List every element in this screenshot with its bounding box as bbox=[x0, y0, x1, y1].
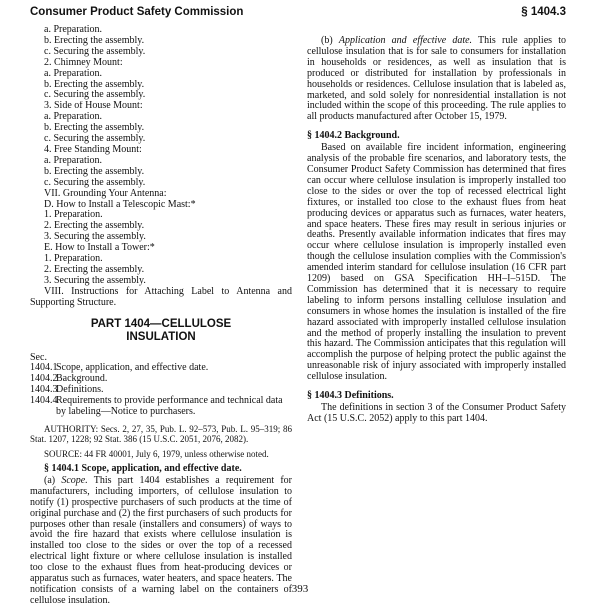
outline-item: b. Erecting the assembly. bbox=[44, 123, 145, 134]
outline-item: a. Preparation. bbox=[44, 68, 103, 79]
outline-item: 4. Free Standing Mount: bbox=[44, 144, 142, 155]
toc-entry-number: 1404.1 bbox=[30, 362, 58, 374]
para-a-title: Scope. bbox=[61, 474, 88, 486]
outline-item: c. Securing the assembly. bbox=[44, 177, 146, 188]
toc-entry-number: 1404.4 bbox=[30, 395, 58, 407]
outline-item: a. Preparation. bbox=[44, 155, 103, 166]
outline-item: c. Securing the assembly. bbox=[44, 134, 146, 145]
header-section: § 1404.3 bbox=[521, 6, 566, 18]
outline-item: a. Preparation. bbox=[44, 112, 103, 123]
outline-item: 1. Preparation. bbox=[44, 254, 103, 265]
toc-entry-title: Scope, application, and effective date. bbox=[56, 362, 209, 374]
toc-entry-number: 1404.3 bbox=[30, 384, 58, 396]
outline-item: c. Securing the assembly. bbox=[44, 90, 146, 101]
outline-item: c. Securing the assembly. bbox=[44, 46, 146, 57]
toc-entry-title: Background. bbox=[56, 373, 108, 385]
section-1404-3-text: The definitions in section 3 of the Consumer Product Safety Act (15 U.S.C. 2052) apply to this part 1404. bbox=[307, 402, 566, 424]
outline-item: 1. Preparation. bbox=[44, 210, 103, 221]
authority-note: AUTHORITY: Secs. 2, 27, 35, Pub. L. 92–573, Pub. L. 95–319; 86 Stat. 1207, 1228; 92 Stat. 386 (15 U.S.C. 2051, 2076, 2082). bbox=[30, 424, 292, 444]
outline-final-item: VIII. Instructions for Attaching Label to Antenna and Supporting Structure. bbox=[30, 285, 292, 308]
page-number: 393 bbox=[291, 583, 309, 595]
para-a-text: This part 1404 establishes a requirement for manufacturers, including importers, of cellulose insulation to notify (1) prospective purchasers of such products at the time of original purchase and (2) the first purchasers of such products for purposes other than resale (installers and consumers) of ways to avoid the fire hazard that exists where cellulose insulation is installed too close to the sides or over the top of a recessed electrical light fixture or where cellulose insulation is installed too close to the exhaust flues from heat-producing devices or apparatus such as furnaces, water heaters, and space heaters. The notification consists of a warning label on the containers of cellulose insulation. bbox=[30, 474, 293, 606]
para-a-label: (a) bbox=[44, 474, 56, 486]
outline-item: 3. Securing the assembly. bbox=[44, 275, 146, 286]
right-column bbox=[307, 25, 566, 425]
toc-entry bbox=[30, 396, 292, 418]
outline-item: 2. Chimney Mount: bbox=[44, 57, 123, 68]
outline-item: VII. Grounding Your Antenna: bbox=[44, 188, 167, 199]
outline-item: b. Erecting the assembly. bbox=[44, 79, 145, 90]
toc-entry-title: Definitions. bbox=[56, 384, 104, 396]
outline-item: a. Preparation. bbox=[44, 25, 103, 35]
section-1404-3-heading: § 1404.3 Definitions. bbox=[307, 390, 394, 402]
outline-item: E. How to Install a Tower:* bbox=[44, 243, 155, 254]
part-title bbox=[30, 318, 292, 344]
outline-item: 3. Securing the assembly. bbox=[44, 232, 146, 243]
para-b-title: Application and effective date. bbox=[338, 35, 473, 46]
outline-item: D. How to Install a Telescopic Mast:* bbox=[44, 199, 196, 210]
outline-item: 2. Erecting the assembly. bbox=[44, 264, 145, 275]
toc-entry-number: 1404.2 bbox=[30, 373, 58, 385]
section-1404-1-heading: § 1404.1 Scope, application, and effective date. bbox=[44, 463, 242, 474]
para-b-text: This rule applies to cellulose insulation that is for sale to consumers for installation in households or residences, as well as insulation that is produced or distributed for installation by professionals in households or residences. Cellulose insulation that is labeled as, marketed, and sold solely for nonresidential installation is not included within the scope of this proceeding. The rule applies to all products manufactured after October 15, 1979. bbox=[307, 35, 566, 123]
outline-item: 3. Side of House Mount: bbox=[44, 101, 143, 112]
section-1404-1-para-b bbox=[307, 36, 566, 123]
table-of-contents bbox=[30, 363, 292, 418]
left-column bbox=[30, 25, 292, 607]
toc-entry-title: Requirements to provide performance and technical data by labeling—Notice to purchasers. bbox=[56, 395, 283, 418]
outline-list bbox=[30, 25, 292, 287]
para-b-label: (b) bbox=[321, 35, 333, 46]
source-note: SOURCE: 44 FR 40001, July 6, 1979, unless otherwise noted. bbox=[44, 449, 269, 459]
toc-label: Sec. bbox=[30, 351, 47, 363]
outline-item: 2. Erecting the assembly. bbox=[44, 221, 145, 232]
running-header bbox=[30, 6, 566, 20]
section-1404-2-heading: § 1404.2 Background. bbox=[307, 130, 400, 142]
header-agency: Consumer Product Safety Commission bbox=[30, 6, 244, 18]
outline-item: b. Erecting the assembly. bbox=[44, 35, 145, 46]
part-title-line1: PART 1404—CELLULOSE bbox=[90, 317, 232, 330]
part-title-line2: INSULATION bbox=[126, 330, 196, 343]
section-1404-2-text: Based on available fire incident information, engineering analysis of the probable fire scenarios, and laboratory tests, the Consumer Product Safety Commission has determined that fires can occur where cellulose insulation is improperly installed too close to the sides or over the top of recessed electrical light fixtures, or installed too close to the exhaust flues from heat producing devices or apparatus such as furnaces, water heaters, and space heaters. These fires may result in serious injuries or deaths. Presently available information indicates that fires may occur where cellulose insulation is improperly installed even though the cellulose insulation complies with the Commission's amended interim standard for cellulose insulation (16 CFR part 1209) based on GSA Specification HH–I–515D. The Commission has determined that it is necessary to require labeling to inform persons installing cellulose insulation and consumers in whose homes the insulation is installed of the fire hazard associated with improperly installed cellulose insulation and the method of properly installing the insulation to prevent this hazard. The Commission anticipates that this regulation will accomplish the purpose of helping protect the public against the unreasonable risk of injury associated with improperly installed cellulose insulation. bbox=[307, 142, 566, 383]
outline-item: b. Erecting the assembly. bbox=[44, 166, 145, 177]
